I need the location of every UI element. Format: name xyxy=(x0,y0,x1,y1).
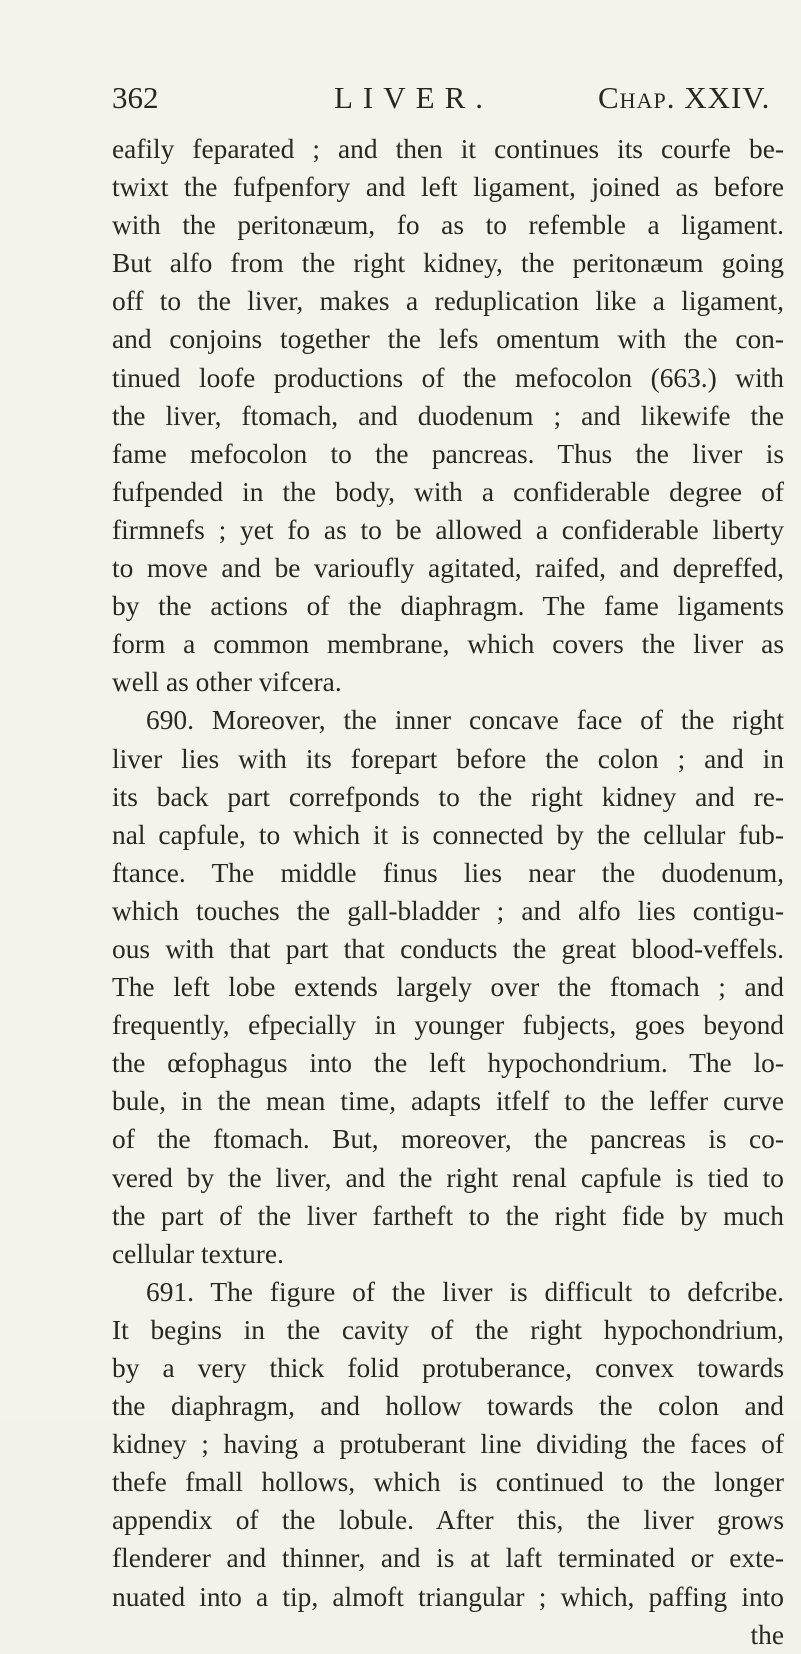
text-line: well as other vifcera. xyxy=(112,667,342,698)
text-line: the diaphragm, and hollow towards the colon and xyxy=(112,1391,784,1422)
text-line: to move and be varioufly agitated, raifed, and depreffed, xyxy=(112,553,784,584)
running-title: LIVER. xyxy=(334,80,494,115)
text-line: firmnefs ; yet fo as to be allowed a confiderable liberty xyxy=(112,514,784,545)
text-line: 690. Moreover, the inner concave face of the right xyxy=(146,705,784,736)
text-line: It begins in the cavity of the right hypochondrium, xyxy=(112,1314,784,1345)
text-line: nuated into a tip, almoft triangular ; which, paffing into xyxy=(112,1581,784,1612)
text-line: frequently, efpecially in younger fubjects, goes beyond xyxy=(112,1010,784,1041)
text-line: the part of the liver fartheft to the right fide by much xyxy=(112,1200,784,1231)
text-line: liver lies with its forepart before the colon ; and in xyxy=(112,743,784,774)
text-line: thefe fmall hollows, which is continued to the longer xyxy=(112,1467,784,1498)
text-line: its back part correfponds to the right kidney and re- xyxy=(112,781,784,812)
text-line: The left lobe extends largely over the ftomach ; and xyxy=(112,972,784,1003)
text-line: 691. The figure of the liver is difficult to defcribe. xyxy=(146,1276,784,1307)
text-line: with the peritonæum, fo as to refemble a ligament. xyxy=(112,210,784,241)
text-line: eafily feparated ; and then it continues its courfe be- xyxy=(112,134,784,164)
text-line: the liver, ftomach, and duodenum ; and likewife the xyxy=(112,400,784,431)
text-line: nal capfule, to which it is connected by the cellular fub- xyxy=(112,819,784,850)
text-line: But alfo from the right kidney, the peritonæum going xyxy=(112,248,784,279)
text-line: which touches the gall-bladder ; and alfo lies contigu- xyxy=(112,895,784,926)
text-line: fame mefocolon to the pancreas. Thus the liver is xyxy=(112,438,784,469)
text-line: the xyxy=(750,1619,784,1650)
text-line: ous with that part that conducts the great blood-veffels. xyxy=(112,933,784,964)
text-line: the œfophagus into the left hypochondrium. The lo- xyxy=(112,1048,784,1079)
text-line: fufpended in the body, with a confiderable degree of xyxy=(112,476,784,507)
chapter-label: Chap. XXIV. xyxy=(598,80,771,115)
text-line: ftance. The middle finus lies near the duodenum, xyxy=(112,857,784,888)
page-header xyxy=(112,76,792,120)
text-line: tinued loofe productions of the mefocolon (663.) with xyxy=(112,362,784,393)
body-text xyxy=(112,130,784,1654)
text-line: off to the liver, makes a reduplication like a ligament, xyxy=(112,286,784,317)
text-line: bule, in the mean time, adapts itfelf to the leffer curve xyxy=(112,1086,784,1117)
text-line: form a common membrane, which covers the liver as xyxy=(112,629,784,660)
text-line: flenderer and thinner, and is at laft terminated or exte- xyxy=(112,1543,784,1574)
text-line: and conjoins together the lefs omentum with the con- xyxy=(112,324,784,355)
text-line: by the actions of the diaphragm. The fame ligaments xyxy=(112,591,784,622)
text-line: cellular texture. xyxy=(112,1238,284,1269)
text-line: kidney ; having a protuberant line dividing the faces of xyxy=(112,1429,784,1460)
text-line: vered by the liver, and the right renal capfule is tied to xyxy=(112,1162,784,1193)
text-line: by a very thick folid protuberance, convex towards xyxy=(112,1353,784,1383)
text-line: twixt the fufpenfory and left ligament, joined as before xyxy=(112,172,784,203)
page-number: 362 xyxy=(112,80,159,115)
text-line: appendix of the lobule. After this, the liver grows xyxy=(112,1505,784,1536)
text-line: of the ftomach. But, moreover, the pancreas is co- xyxy=(112,1124,784,1155)
